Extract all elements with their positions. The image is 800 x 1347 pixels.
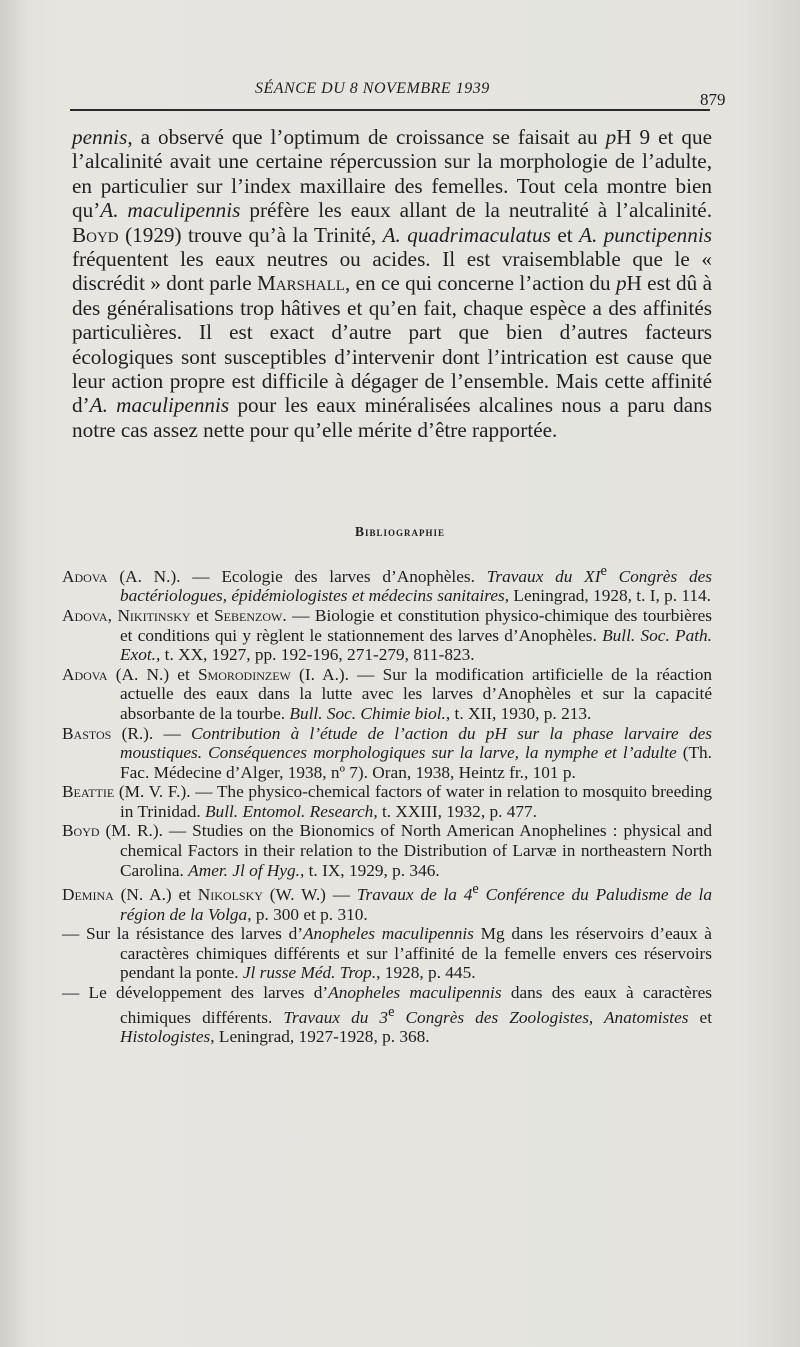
text-run: , a observé que l’optimum de croissance se faisait au <box>127 125 606 149</box>
ph-italic: p <box>615 271 627 296</box>
text-run: , t. IX, 1929, p. 346. <box>299 860 440 880</box>
journal-title: Bull. Entomol. Research <box>205 801 374 821</box>
journal-title: Travaux de la 4 <box>356 885 473 905</box>
journal-title: Congrès des Zoologistes, Anatomistes <box>394 1007 689 1027</box>
bibliography-entry <box>62 983 712 1047</box>
author: Demina <box>62 885 114 905</box>
superscript: e <box>388 1003 395 1020</box>
text-run: , 1928, p. 445. <box>376 963 476 983</box>
bibliography-entry <box>62 724 712 783</box>
bibliography-entry <box>62 562 712 606</box>
text-run: , en ce qui concerne l’action du <box>344 271 616 296</box>
running-head: SÉANCE DU 8 NOVEMBRE 1939 <box>255 80 490 97</box>
species-name: A. quadrimaculatus <box>382 222 551 247</box>
text-run: (M. V. F.). — The physico-chemical factors of water in relation to mosquito breeding in Trinidad. <box>114 782 712 821</box>
text-run: H est dû à des généralisations trop hâtives et qu’en fait, chaque espèce a des affinités particulières. Il est exact d’autre part que bien d’autres facteurs écologiques sont susceptibles d’intervenir dont l’intrication est cause que leur action propre est difficile à dégager de l’ensemble. Mais cette affinité d’ <box>72 271 713 418</box>
text-run: pour les eaux minéralisées alcalines nous a paru dans notre cas assez nette pour qu’elle mérite d’être rapportée. <box>72 393 712 442</box>
bibliography-entry <box>62 782 712 821</box>
species-name: pennis <box>72 125 128 149</box>
bibliography-entry <box>62 665 712 724</box>
author: Bastos <box>62 723 112 743</box>
author: Adova <box>62 605 108 625</box>
text-run: Mg dans les réservoirs d’eaux à caractères chimiques différents et sur l’affinité de la femelle envers ces réservoirs pendant la ponte. <box>120 924 712 983</box>
bibliography-heading: Bibliographie <box>354 524 446 539</box>
species-name: A. punctipennis <box>579 222 712 247</box>
text-run: , t. XX, 1927, pp. 192-196, 271-279, 811-823. <box>156 645 475 665</box>
text-run: — Le développement des larves d’ <box>62 983 329 1002</box>
author: Adova <box>62 566 108 586</box>
journal-title: Histologistes <box>120 1026 211 1046</box>
text-run: , Leningrad, 1927-1928, p. 368. <box>210 1026 430 1046</box>
text-run: — Sur la résistance des larves d’ <box>62 924 303 944</box>
journal-title: Jl russe Méd. Trop. <box>242 963 377 983</box>
journal-title: Travaux du 3 <box>283 1007 389 1027</box>
text-run: . — Biologie et constitution physico-chimique des tourbières et conditions qui y règlent le stationnement des larves d’Anophèles. <box>120 605 712 645</box>
author-name: Boyd <box>72 222 119 247</box>
text-run: dans des eaux à caractères chimiques différents. <box>120 983 712 1027</box>
author-name: Marshall <box>256 271 345 296</box>
superscript: e <box>600 563 607 579</box>
journal-title: Conférence du Paludisme de la région de la Volga <box>120 885 712 924</box>
text-run: (1929) trouve qu’à la Trinité, <box>118 222 383 247</box>
species-name: Anopheles maculipennis <box>303 924 474 944</box>
author: Smorodinzew <box>197 664 291 684</box>
paragraph <box>72 125 712 442</box>
bibliography-entry <box>62 880 712 924</box>
author: Boyd <box>62 821 100 841</box>
ph-italic: p <box>605 125 617 149</box>
journal-title: Congrès des bactériologues, épidémiologistes et médecins sanitaires <box>120 566 712 606</box>
page-number: 879 <box>700 90 726 109</box>
text-run: , p. 300 et p. 310. <box>247 904 368 924</box>
text-run: (R.). — <box>111 723 192 743</box>
text-run: et <box>550 222 580 247</box>
text-run: (I. A.). — Sur la modification artificielle de la réaction actuelle des eaux dans la lutte avec les larves d’Anophèles et sur la capacité absorbante de la tourbe. <box>120 664 712 723</box>
text-run: (Th. Fac. Médecine d’Alger, 1938, nº 7). Oran, 1938, Heintz fr., 101 p. <box>120 743 712 782</box>
text-run: , t. XXIII, 1932, p. 477. <box>373 801 537 821</box>
bibliography-entry <box>62 924 712 983</box>
author: Nikolsky <box>197 885 263 905</box>
text-run: H 9 et que l’alcalinité avait une certaine répercussion sur la morphologie de l’adulte, en particulier sur l’index maxillaire des femelles. Tout cela montre bien qu’ <box>72 125 712 223</box>
author: Nikitinsky <box>117 605 191 625</box>
author: Beattie <box>62 782 115 802</box>
text-run: (A. N.) et <box>107 664 198 684</box>
text-run: (W. W.) — <box>262 885 357 905</box>
header-rule <box>70 109 710 111</box>
thesis-title: Contribution à l’étude de l’action du pH sur la phase larvaire des moustiques. Conséquences morphologiques sur la larve, la nymphe et l’adulte <box>120 723 713 763</box>
text-run: (M. R.). — Studies on the Bionomics of North American Anophelines : physical and chemical Factors in their relation to the Distribution of Larvæ in northeastern North Carolina. <box>99 821 712 880</box>
text-run: préfère les eaux allant de la neutralité à l’alcalinité. <box>240 198 712 223</box>
species-name: A. maculipennis <box>89 393 230 418</box>
author: Adova <box>62 664 108 684</box>
text-run: (A. N.). — Ecologie des larves d’Anophèles. <box>107 566 487 586</box>
text-run: , Leningrad, 1928, t. I, p. 114. <box>504 586 711 606</box>
bibliography-list <box>62 562 712 1047</box>
text-run: et <box>190 605 215 625</box>
body-paragraph <box>72 125 712 442</box>
text-run: et <box>688 1007 713 1027</box>
journal-title: Bull. Soc. Chimie biol. <box>289 703 446 723</box>
journal-title: Amer. Jl of Hyg. <box>188 860 300 880</box>
author: Sebenzow <box>214 605 283 625</box>
superscript: e <box>472 881 479 898</box>
journal-title: Bull. Soc. Path. Exot. <box>120 625 712 665</box>
bibliography-entry <box>62 821 712 880</box>
text-run: , <box>107 605 118 625</box>
journal-title: Travaux du XI <box>486 566 601 586</box>
text-run: (N. A.) et <box>113 885 198 905</box>
text-run: , t. XII, 1930, p. 213. <box>445 703 592 723</box>
bibliography-entry <box>62 606 712 665</box>
species-name: Anopheles maculipennis <box>328 983 502 1002</box>
text-run: fréquentent les eaux neutres ou acides. Il est vraisemblable que le « discrédit » dont parle <box>72 247 712 296</box>
species-name: A. maculipennis <box>100 198 241 223</box>
